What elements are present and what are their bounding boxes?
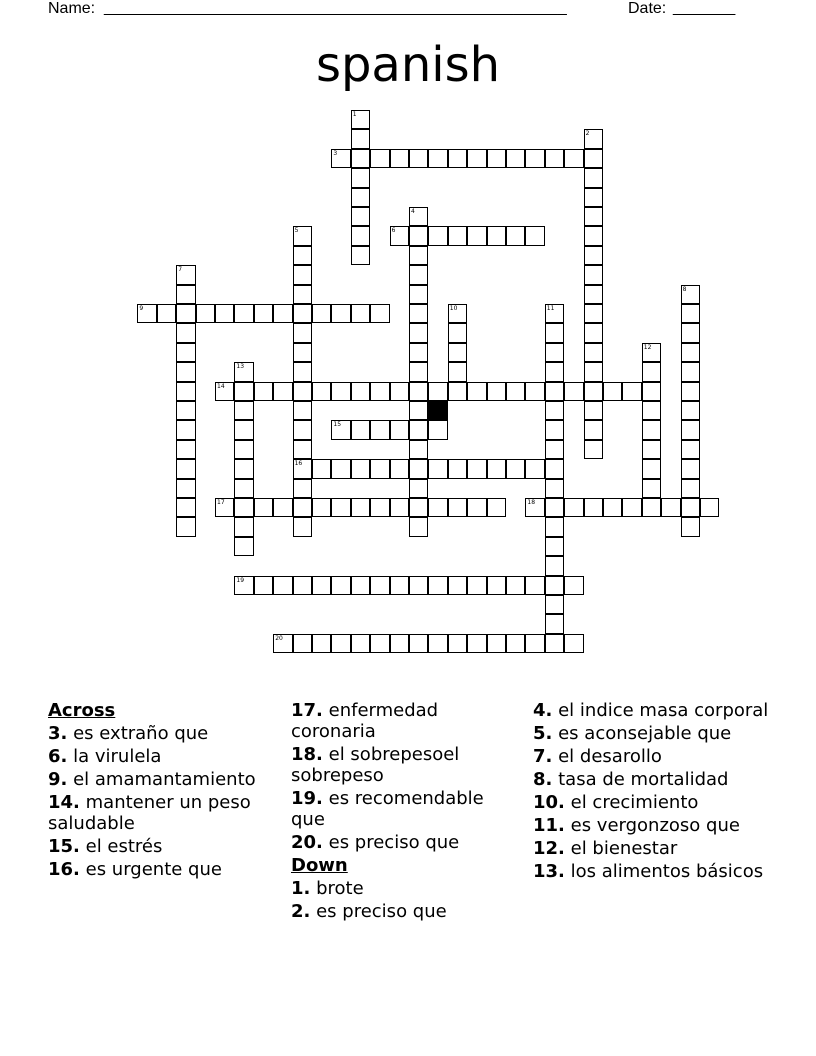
grid-cell[interactable] bbox=[293, 498, 312, 517]
grid-cell[interactable] bbox=[448, 226, 467, 245]
grid-cell[interactable] bbox=[428, 149, 447, 168]
grid-cell[interactable] bbox=[293, 479, 312, 498]
grid-cell[interactable] bbox=[331, 149, 350, 168]
grid-cell[interactable] bbox=[487, 634, 506, 653]
grid-cell[interactable] bbox=[293, 517, 312, 536]
grid-cell[interactable] bbox=[234, 420, 253, 439]
cell-number: 2 bbox=[585, 130, 590, 138]
grid-cell[interactable] bbox=[681, 285, 700, 304]
grid-cell[interactable] bbox=[234, 576, 253, 595]
grid-cell[interactable] bbox=[215, 498, 234, 517]
grid-cell[interactable] bbox=[428, 420, 447, 439]
grid-cell[interactable] bbox=[681, 440, 700, 459]
grid-cell[interactable] bbox=[351, 207, 370, 226]
grid-cell[interactable] bbox=[293, 362, 312, 381]
grid-cell[interactable] bbox=[564, 498, 583, 517]
grid-cell[interactable] bbox=[448, 343, 467, 362]
grid-cell[interactable] bbox=[176, 265, 195, 284]
grid-cell[interactable] bbox=[331, 576, 350, 595]
grid-cell[interactable] bbox=[428, 498, 447, 517]
cell-number: 8 bbox=[682, 285, 687, 293]
grid-cell[interactable] bbox=[487, 459, 506, 478]
grid-cell[interactable] bbox=[215, 304, 234, 323]
grid-cell[interactable] bbox=[293, 226, 312, 245]
grid-cell[interactable] bbox=[564, 576, 583, 595]
grid-cell[interactable] bbox=[254, 382, 273, 401]
grid-cell[interactable] bbox=[293, 285, 312, 304]
grid-cell[interactable] bbox=[448, 498, 467, 517]
clue-down-8: 8. tasa de mortalidad bbox=[533, 769, 729, 790]
grid-cell[interactable] bbox=[545, 304, 564, 323]
grid-cell[interactable] bbox=[467, 498, 486, 517]
grid-cell[interactable] bbox=[642, 362, 661, 381]
grid-cell[interactable] bbox=[506, 382, 525, 401]
grid-cell[interactable] bbox=[331, 459, 350, 478]
grid-cell[interactable] bbox=[525, 576, 544, 595]
grid-cell[interactable] bbox=[487, 498, 506, 517]
clue-down-5: 5. es aconsejable que bbox=[533, 723, 732, 744]
grid-cell[interactable] bbox=[351, 576, 370, 595]
grid-cell[interactable] bbox=[234, 401, 253, 420]
clue-across-9: 9. el amamantamiento bbox=[48, 769, 256, 790]
grid-cell[interactable] bbox=[448, 304, 467, 323]
grid-cell[interactable] bbox=[234, 382, 253, 401]
grid-cell[interactable] bbox=[487, 149, 506, 168]
grid-cell[interactable] bbox=[467, 149, 486, 168]
grid-cell[interactable] bbox=[176, 440, 195, 459]
grid-cell[interactable] bbox=[390, 149, 409, 168]
cell-number: 5 bbox=[294, 227, 299, 235]
grid-cell[interactable] bbox=[467, 382, 486, 401]
grid-cell[interactable] bbox=[448, 323, 467, 342]
grid-cell[interactable] bbox=[506, 634, 525, 653]
grid-cell[interactable] bbox=[331, 634, 350, 653]
cell-number: 9 bbox=[139, 305, 144, 312]
grid-cell[interactable] bbox=[273, 382, 292, 401]
grid-cell[interactable] bbox=[525, 498, 544, 517]
cell-number: 6 bbox=[391, 227, 396, 235]
grid-cell[interactable] bbox=[293, 634, 312, 653]
grid-cell[interactable] bbox=[467, 459, 486, 478]
grid-cell[interactable] bbox=[545, 149, 564, 168]
cell-number: 1 bbox=[352, 111, 357, 118]
grid-cell[interactable] bbox=[273, 304, 292, 323]
cell-number: 12 bbox=[643, 343, 652, 351]
grid-cell[interactable] bbox=[525, 634, 544, 653]
grid-cell[interactable] bbox=[642, 498, 661, 517]
grid-cell[interactable] bbox=[293, 401, 312, 420]
grid-cell[interactable] bbox=[312, 498, 331, 517]
grid-cell[interactable] bbox=[545, 323, 564, 342]
grid-cell[interactable] bbox=[642, 343, 661, 362]
grid-cell[interactable] bbox=[545, 556, 564, 575]
grid-cell[interactable] bbox=[603, 498, 622, 517]
across-heading: Across bbox=[48, 700, 116, 721]
grid-cell[interactable] bbox=[584, 168, 603, 187]
grid-cell[interactable] bbox=[584, 129, 603, 148]
grid-cell[interactable] bbox=[370, 420, 389, 439]
grid-cell[interactable] bbox=[661, 498, 680, 517]
grid-cell[interactable] bbox=[273, 634, 292, 653]
date-line[interactable]: _______ bbox=[673, 0, 736, 16]
grid-cell[interactable] bbox=[293, 265, 312, 284]
grid-cell[interactable] bbox=[390, 382, 409, 401]
grid-cell[interactable] bbox=[681, 382, 700, 401]
grid-cell[interactable] bbox=[584, 440, 603, 459]
grid-cell[interactable] bbox=[351, 149, 370, 168]
grid-cell[interactable] bbox=[564, 382, 583, 401]
grid-cell[interactable] bbox=[409, 479, 428, 498]
grid-cell[interactable] bbox=[176, 285, 195, 304]
grid-cell[interactable] bbox=[351, 188, 370, 207]
grid-cell[interactable] bbox=[370, 149, 389, 168]
clue-across-14: 14. mantener un peso saludable bbox=[48, 792, 251, 834]
grid-cell[interactable] bbox=[409, 323, 428, 342]
clue-across-17: 17. enfermedad coronaria bbox=[291, 700, 439, 742]
grid-cell[interactable] bbox=[506, 149, 525, 168]
grid-cell[interactable] bbox=[234, 498, 253, 517]
grid-cell[interactable] bbox=[176, 517, 195, 536]
grid-cell[interactable] bbox=[351, 110, 370, 129]
black-cell bbox=[428, 401, 447, 420]
grid-cell[interactable] bbox=[409, 440, 428, 459]
grid-cell[interactable] bbox=[506, 576, 525, 595]
cell-number: 10 bbox=[449, 305, 458, 312]
grid-cell[interactable] bbox=[370, 304, 389, 323]
grid-cell[interactable] bbox=[176, 420, 195, 439]
grid-cell[interactable] bbox=[681, 323, 700, 342]
grid-cell[interactable] bbox=[176, 401, 195, 420]
grid-cell[interactable] bbox=[584, 304, 603, 323]
grid-cell[interactable] bbox=[545, 382, 564, 401]
grid-cell[interactable] bbox=[681, 401, 700, 420]
grid-cell[interactable] bbox=[428, 459, 447, 478]
grid-cell[interactable] bbox=[176, 304, 195, 323]
grid-cell[interactable] bbox=[370, 634, 389, 653]
grid-cell[interactable] bbox=[351, 459, 370, 478]
grid-cell[interactable] bbox=[584, 149, 603, 168]
grid-cell[interactable] bbox=[409, 459, 428, 478]
grid-cell[interactable] bbox=[137, 304, 156, 323]
grid-cell[interactable] bbox=[254, 304, 273, 323]
grid-cell[interactable] bbox=[176, 323, 195, 342]
grid-cell[interactable] bbox=[351, 420, 370, 439]
grid-cell[interactable] bbox=[681, 517, 700, 536]
grid-cell[interactable] bbox=[622, 498, 641, 517]
grid-cell[interactable] bbox=[409, 401, 428, 420]
grid-cell[interactable] bbox=[642, 401, 661, 420]
grid-cell[interactable] bbox=[487, 576, 506, 595]
grid-cell[interactable] bbox=[409, 498, 428, 517]
cell-number: 20 bbox=[275, 634, 283, 642]
cell-number: 16 bbox=[294, 460, 303, 468]
grid-cell[interactable] bbox=[448, 362, 467, 381]
grid-cell[interactable] bbox=[428, 634, 447, 653]
grid-cell[interactable] bbox=[681, 459, 700, 478]
clue-down-2: 2. es preciso que bbox=[291, 901, 447, 922]
grid-cell[interactable] bbox=[564, 634, 583, 653]
grid-cell[interactable] bbox=[584, 265, 603, 284]
grid-cell[interactable] bbox=[176, 343, 195, 362]
grid-cell[interactable] bbox=[409, 576, 428, 595]
grid-cell[interactable] bbox=[293, 440, 312, 459]
grid-cell[interactable] bbox=[409, 285, 428, 304]
grid-cell[interactable] bbox=[642, 420, 661, 439]
grid-cell[interactable] bbox=[545, 595, 564, 614]
grid-cell[interactable] bbox=[448, 382, 467, 401]
grid-cell[interactable] bbox=[584, 420, 603, 439]
cell-number: 17 bbox=[217, 499, 225, 506]
grid-cell[interactable] bbox=[545, 362, 564, 381]
grid-cell[interactable] bbox=[409, 207, 428, 226]
grid-cell[interactable] bbox=[642, 479, 661, 498]
grid-cell[interactable] bbox=[331, 498, 350, 517]
grid-cell[interactable] bbox=[448, 576, 467, 595]
grid-cell[interactable] bbox=[293, 576, 312, 595]
grid-cell[interactable] bbox=[390, 420, 409, 439]
grid-cell[interactable] bbox=[506, 459, 525, 478]
grid-cell[interactable] bbox=[176, 479, 195, 498]
grid-cell[interactable] bbox=[234, 537, 253, 556]
grid-cell[interactable] bbox=[467, 226, 486, 245]
grid-cell[interactable] bbox=[176, 498, 195, 517]
grid-cell[interactable] bbox=[603, 382, 622, 401]
clue-down-11: 11. es vergonzoso que bbox=[533, 815, 740, 836]
grid-cell[interactable] bbox=[234, 440, 253, 459]
clue-across-19: 19. es recomendable que bbox=[291, 788, 484, 830]
grid-cell[interactable] bbox=[370, 382, 389, 401]
grid-cell[interactable] bbox=[370, 498, 389, 517]
grid-cell[interactable] bbox=[351, 498, 370, 517]
cell-number: 4 bbox=[411, 208, 415, 215]
grid-cell[interactable] bbox=[176, 382, 195, 401]
clue-down-4: 4. el indice masa corporal bbox=[533, 700, 769, 721]
grid-cell[interactable] bbox=[409, 420, 428, 439]
grid-cell[interactable] bbox=[642, 459, 661, 478]
grid-cell[interactable] bbox=[234, 459, 253, 478]
grid-cell[interactable] bbox=[351, 304, 370, 323]
grid-cell[interactable] bbox=[234, 362, 253, 381]
grid-cell[interactable] bbox=[700, 498, 719, 517]
grid-cell[interactable] bbox=[506, 226, 525, 245]
grid-cell[interactable] bbox=[312, 304, 331, 323]
clues-column-3 bbox=[533, 700, 773, 884]
grid-cell[interactable] bbox=[254, 498, 273, 517]
grid-cell[interactable] bbox=[390, 634, 409, 653]
grid-cell[interactable] bbox=[545, 343, 564, 362]
grid-cell[interactable] bbox=[525, 382, 544, 401]
grid-cell[interactable] bbox=[428, 226, 447, 245]
grid-cell[interactable] bbox=[584, 188, 603, 207]
grid-cell[interactable] bbox=[312, 459, 331, 478]
clue-down-1: 1. brote bbox=[291, 878, 364, 899]
grid-cell[interactable] bbox=[409, 517, 428, 536]
clue-down-12: 12. el bienestar bbox=[533, 838, 678, 859]
grid-cell[interactable] bbox=[545, 401, 564, 420]
grid-cell[interactable] bbox=[176, 362, 195, 381]
grid-cell[interactable] bbox=[681, 420, 700, 439]
grid-cell[interactable] bbox=[390, 459, 409, 478]
grid-cell[interactable] bbox=[234, 304, 253, 323]
grid-cell[interactable] bbox=[409, 265, 428, 284]
grid-cell[interactable] bbox=[196, 304, 215, 323]
cell-number: 7 bbox=[178, 266, 183, 274]
grid-cell[interactable] bbox=[254, 576, 273, 595]
grid-cell[interactable] bbox=[622, 382, 641, 401]
grid-cell[interactable] bbox=[215, 382, 234, 401]
clue-down-7: 7. el desarollo bbox=[533, 746, 662, 767]
grid-cell[interactable] bbox=[681, 304, 700, 323]
cell-number: 11 bbox=[546, 305, 555, 312]
grid-cell[interactable] bbox=[370, 576, 389, 595]
grid-cell[interactable] bbox=[487, 226, 506, 245]
grid-cell[interactable] bbox=[390, 498, 409, 517]
grid-cell[interactable] bbox=[312, 382, 331, 401]
grid-cell[interactable] bbox=[409, 362, 428, 381]
grid-cell[interactable] bbox=[681, 479, 700, 498]
grid-cell[interactable] bbox=[390, 576, 409, 595]
grid-cell[interactable] bbox=[584, 401, 603, 420]
grid-cell[interactable] bbox=[293, 420, 312, 439]
grid-cell[interactable] bbox=[545, 440, 564, 459]
cell-number: 19 bbox=[236, 576, 245, 584]
grid-cell[interactable] bbox=[545, 479, 564, 498]
grid-cell[interactable] bbox=[564, 149, 583, 168]
clue-across-15: 15. el estrés bbox=[48, 836, 163, 857]
clue-across-16: 16. es urgente que bbox=[48, 859, 222, 880]
grid-cell[interactable] bbox=[273, 576, 292, 595]
grid-cell[interactable] bbox=[409, 304, 428, 323]
name-label: Name: bbox=[48, 0, 96, 17]
grid-cell[interactable] bbox=[448, 459, 467, 478]
grid-cell[interactable] bbox=[234, 517, 253, 536]
grid-cell[interactable] bbox=[584, 382, 603, 401]
clue-across-3: 3. es extraño que bbox=[48, 723, 209, 744]
grid-cell[interactable] bbox=[545, 614, 564, 633]
grid-cell[interactable] bbox=[642, 440, 661, 459]
grid-cell[interactable] bbox=[681, 498, 700, 517]
grid-cell[interactable] bbox=[351, 168, 370, 187]
grid-cell[interactable] bbox=[584, 343, 603, 362]
grid-cell[interactable] bbox=[525, 226, 544, 245]
grid-cell[interactable] bbox=[681, 343, 700, 362]
grid-cell[interactable] bbox=[584, 226, 603, 245]
grid-cell[interactable] bbox=[273, 498, 292, 517]
grid-cell[interactable] bbox=[409, 634, 428, 653]
grid-cell[interactable] bbox=[234, 479, 253, 498]
grid-cell[interactable] bbox=[545, 634, 564, 653]
clues-column-2 bbox=[291, 700, 521, 924]
grid-cell[interactable] bbox=[545, 576, 564, 595]
grid-cell[interactable] bbox=[584, 207, 603, 226]
grid-cell[interactable] bbox=[584, 246, 603, 265]
grid-cell[interactable] bbox=[351, 246, 370, 265]
name-line[interactable]: ____________________________________________________ bbox=[104, 0, 567, 16]
grid-cell[interactable] bbox=[525, 459, 544, 478]
clue-across-18: 18. el sobrepesoel sobrepeso bbox=[291, 744, 460, 786]
grid-cell[interactable] bbox=[351, 382, 370, 401]
grid-cell[interactable] bbox=[545, 420, 564, 439]
grid-cell[interactable] bbox=[487, 382, 506, 401]
clue-across-20: 20. es preciso que bbox=[291, 832, 460, 853]
grid-cell[interactable] bbox=[293, 246, 312, 265]
grid-cell[interactable] bbox=[428, 576, 447, 595]
cell-number: 3 bbox=[333, 149, 338, 157]
grid-cell[interactable] bbox=[584, 323, 603, 342]
down-heading: Down bbox=[291, 855, 348, 876]
clue-across-6: 6. la virulela bbox=[48, 746, 162, 767]
grid-cell[interactable] bbox=[409, 382, 428, 401]
grid-cell[interactable] bbox=[370, 459, 389, 478]
grid-cell[interactable] bbox=[545, 498, 564, 517]
grid-cell[interactable] bbox=[545, 517, 564, 536]
grid-cell[interactable] bbox=[545, 459, 564, 478]
grid-cell[interactable] bbox=[409, 246, 428, 265]
grid-cell[interactable] bbox=[409, 343, 428, 362]
grid-cell[interactable] bbox=[409, 149, 428, 168]
grid-cell[interactable] bbox=[312, 576, 331, 595]
grid-cell[interactable] bbox=[293, 304, 312, 323]
grid-cell[interactable] bbox=[584, 285, 603, 304]
grid-cell[interactable] bbox=[448, 634, 467, 653]
grid-cell[interactable] bbox=[331, 304, 350, 323]
clue-down-13: 13. los alimentos básicos bbox=[533, 861, 764, 882]
grid-cell[interactable] bbox=[409, 226, 428, 245]
cell-number: 15 bbox=[333, 421, 342, 429]
grid-cell[interactable] bbox=[331, 382, 350, 401]
grid-cell[interactable] bbox=[584, 498, 603, 517]
cell-number: 18 bbox=[527, 499, 536, 506]
grid-cell[interactable] bbox=[176, 459, 195, 478]
grid-cell[interactable] bbox=[157, 304, 176, 323]
grid-cell[interactable] bbox=[293, 323, 312, 342]
grid-cell[interactable] bbox=[681, 362, 700, 381]
clues-column-1 bbox=[48, 700, 278, 882]
grid-cell[interactable] bbox=[293, 459, 312, 478]
page-title: spanish bbox=[315, 37, 501, 93]
grid-cell[interactable] bbox=[525, 149, 544, 168]
grid-cell[interactable] bbox=[584, 362, 603, 381]
grid-cell[interactable] bbox=[351, 129, 370, 148]
grid-cell[interactable] bbox=[293, 382, 312, 401]
cell-number: 13 bbox=[236, 363, 245, 371]
grid-cell[interactable] bbox=[467, 634, 486, 653]
grid-cell[interactable] bbox=[293, 343, 312, 362]
grid-cell[interactable] bbox=[351, 226, 370, 245]
date-label: Date: bbox=[628, 0, 667, 17]
grid-cell[interactable] bbox=[390, 226, 409, 245]
cell-number: 14 bbox=[217, 382, 225, 390]
grid-cell[interactable] bbox=[331, 420, 350, 439]
clue-down-10: 10. el crecimiento bbox=[533, 792, 699, 813]
grid-cell[interactable] bbox=[351, 634, 370, 653]
grid-cell[interactable] bbox=[642, 382, 661, 401]
grid-cell[interactable] bbox=[448, 149, 467, 168]
grid-cell[interactable] bbox=[428, 382, 447, 401]
grid-cell[interactable] bbox=[467, 576, 486, 595]
grid-cell[interactable] bbox=[312, 634, 331, 653]
grid-cell[interactable] bbox=[545, 537, 564, 556]
